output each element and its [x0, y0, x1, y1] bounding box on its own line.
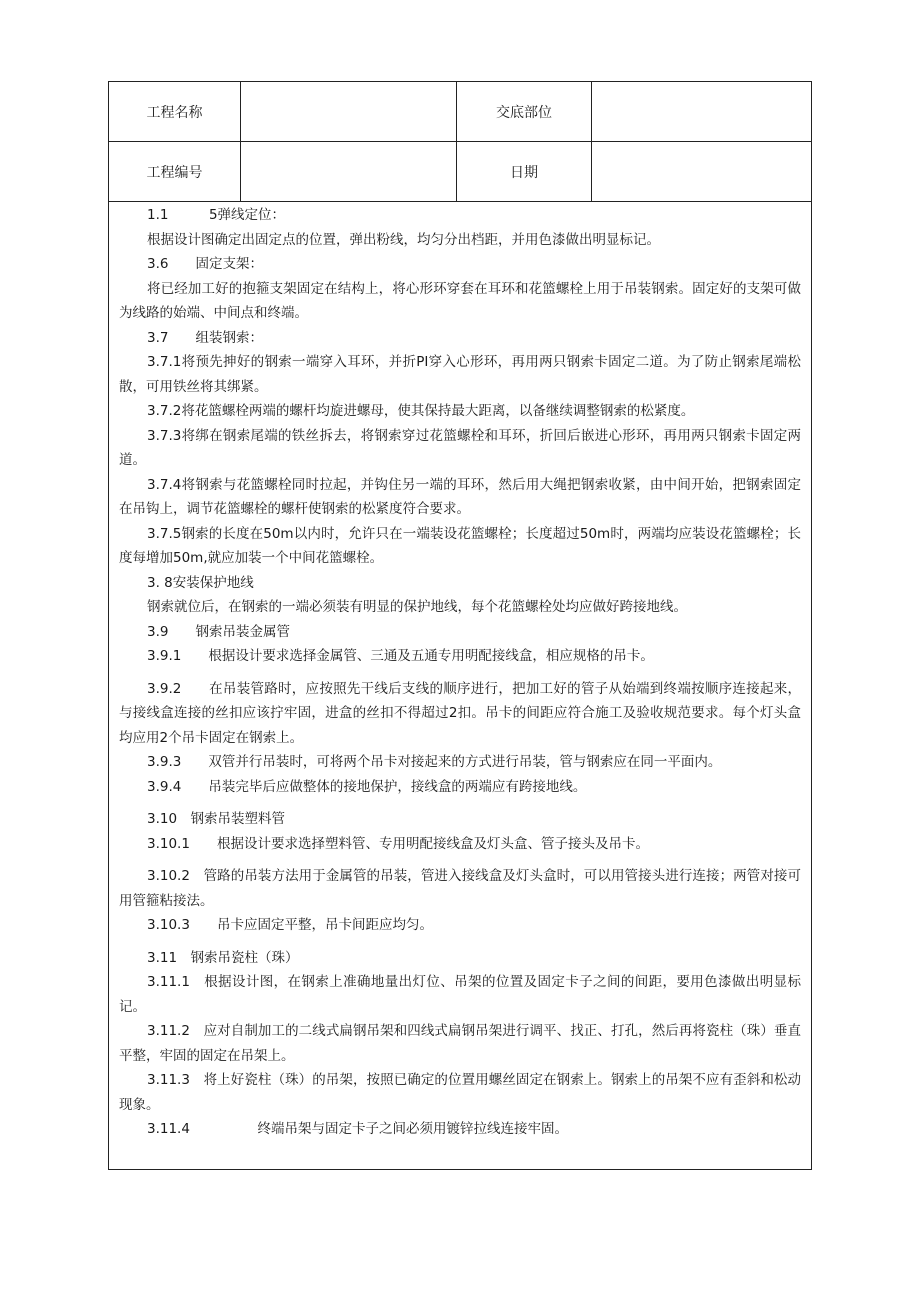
paragraph: 3.7.2将花篮螺栓两端的螺杆均旋进螺母，使其保持最大距离，以备继续调整钢索的松紧度。 — [147, 403, 695, 419]
section-heading: 3.7 组装钢索： — [147, 329, 263, 346]
paragraph: 3.11.3 将上好瓷柱（珠）的吊架，按照已确定的位置用螺丝固定在钢索上。钢索上的吊架不应有歪斜和松动现象。 — [119, 1072, 801, 1113]
spacer — [119, 938, 801, 946]
project-name-label: 工程名称 — [109, 82, 241, 141]
paragraph: 3.10.3 吊卡应固定平整，吊卡间距应均匀。 — [147, 917, 433, 933]
project-no-value[interactable] — [241, 142, 457, 201]
section-heading: 3. 8安装保护地线 — [147, 574, 254, 591]
section-heading: 3.9 钢索吊装金属管 — [147, 623, 290, 640]
project-no-label: 工程编号 — [109, 142, 241, 201]
paragraph: 3.11.1 根据设计图，在钢索上准确地量出灯位、吊架的位置及固定卡子之间的间距，要用色漆做出明显标记。 — [119, 974, 801, 1015]
section-heading: 3.6 固定支架： — [147, 256, 263, 272]
spacer — [119, 799, 801, 807]
paragraph: 3.7.5钢索的长度在50m以内时，允许只在一端装设花篮螺栓；长度超过50m时，两端均应装设花篮螺栓；长度每增加50m,就应加装一个中间花篮螺栓。 — [119, 525, 801, 566]
paragraph: 3.7.4将钢索与花篮螺栓同时拉起，并钩住另一端的耳环，然后用大绳把钢索收紧，由中间开始，把钢索固定在吊钩上，调节花篮螺栓的螺杆使钢索的松紧度符合要求。 — [119, 476, 801, 517]
section-heading: 3.11 钢索吊瓷柱（珠） — [147, 949, 299, 966]
paragraph: 3.11.2 应对自制加工的二线式扁钢吊架和四线式扁钢吊架进行调平、找正、打孔，然后再将瓷柱（珠）垂直平整，牢固的固定在吊架上。 — [119, 1023, 801, 1064]
header-table — [109, 82, 811, 202]
header-row-2 — [109, 142, 811, 202]
paragraph: 将已经加工好的抱箍支架固定在结构上，将心形环穿套在耳环和花篮螺栓上用于吊装钢索。固定好的支架可做为线路的始端、中间点和终端。 — [119, 280, 801, 321]
document-body — [109, 203, 811, 1142]
disclosure-document — [108, 81, 812, 1170]
paragraph: 根据设计图确定出固定点的位置，弹出粉线，均匀分出档距，并用色漆做出明显标记。 — [147, 231, 660, 248]
paragraph: 钢索就位后，在钢索的一端必须装有明显的保护地线，每个花篮螺栓处均应做好跨接地线。 — [147, 599, 687, 615]
handover-part-label: 交底部位 — [457, 82, 592, 141]
handover-part-value[interactable] — [592, 82, 811, 141]
spacer — [119, 669, 801, 677]
paragraph: 3.9.2 在吊装管路时，应按照先干线后支线的顺序进行，把加工好的管子从始端到终端按顺序连接起来，与接线盒连接的丝扣应该拧牢固，进盒的丝扣不得超过2扣。吊卡的间距应符合施工及验收规范要求。每个灯头盒均应用2个吊卡固定在钢索上。 — [119, 680, 801, 746]
spacer — [119, 856, 801, 864]
paragraph: 3.9.3 双管并行吊装时，可将两个吊卡对接起来的方式进行吊装，管与钢索应在同一平面内。 — [147, 754, 722, 770]
project-name-value[interactable] — [241, 82, 457, 141]
paragraph: 3.9.1 根据设计要求选择金属管、三通及五通专用明配接线盒，相应规格的吊卡。 — [147, 648, 654, 664]
paragraph: 3.10.2 管路的吊装方法用于金属管的吊装，管进入接线盒及灯头盒时，可以用管接头进行连接；两管对接可用管箍粘接法。 — [119, 868, 801, 909]
paragraph: 3.7.1将预先抻好的钢索一端穿入耳环，并折PI穿入心形环，再用两只钢索卡固定二道。为了防止钢索尾端松散，可用铁丝将其绑紧。 — [119, 354, 801, 395]
date-label: 日期 — [457, 142, 592, 201]
section-heading: 3.10 钢索吊装塑料管 — [147, 811, 286, 827]
paragraph: 3.10.1 根据设计要求选择塑料管、专用明配接线盒及灯头盒、管子接头及吊卡。 — [147, 835, 649, 852]
date-value[interactable] — [592, 142, 811, 201]
header-row-1 — [109, 82, 811, 142]
paragraph: 3.11.4 终端吊架与固定卡子之间必须用镀锌拉线连接牢固。 — [147, 1121, 568, 1137]
paragraph: 3.7.3将绑在钢索尾端的铁丝拆去，将钢索穿过花篮螺栓和耳环，折回后嵌进心形环，再用两只钢索卡固定两道。 — [119, 427, 801, 468]
paragraph: 1.1 5弹线定位： — [147, 207, 286, 223]
paragraph: 3.9.4 吊装完毕后应做整体的接地保护，接线盒的两端应有跨接地线。 — [147, 778, 587, 795]
